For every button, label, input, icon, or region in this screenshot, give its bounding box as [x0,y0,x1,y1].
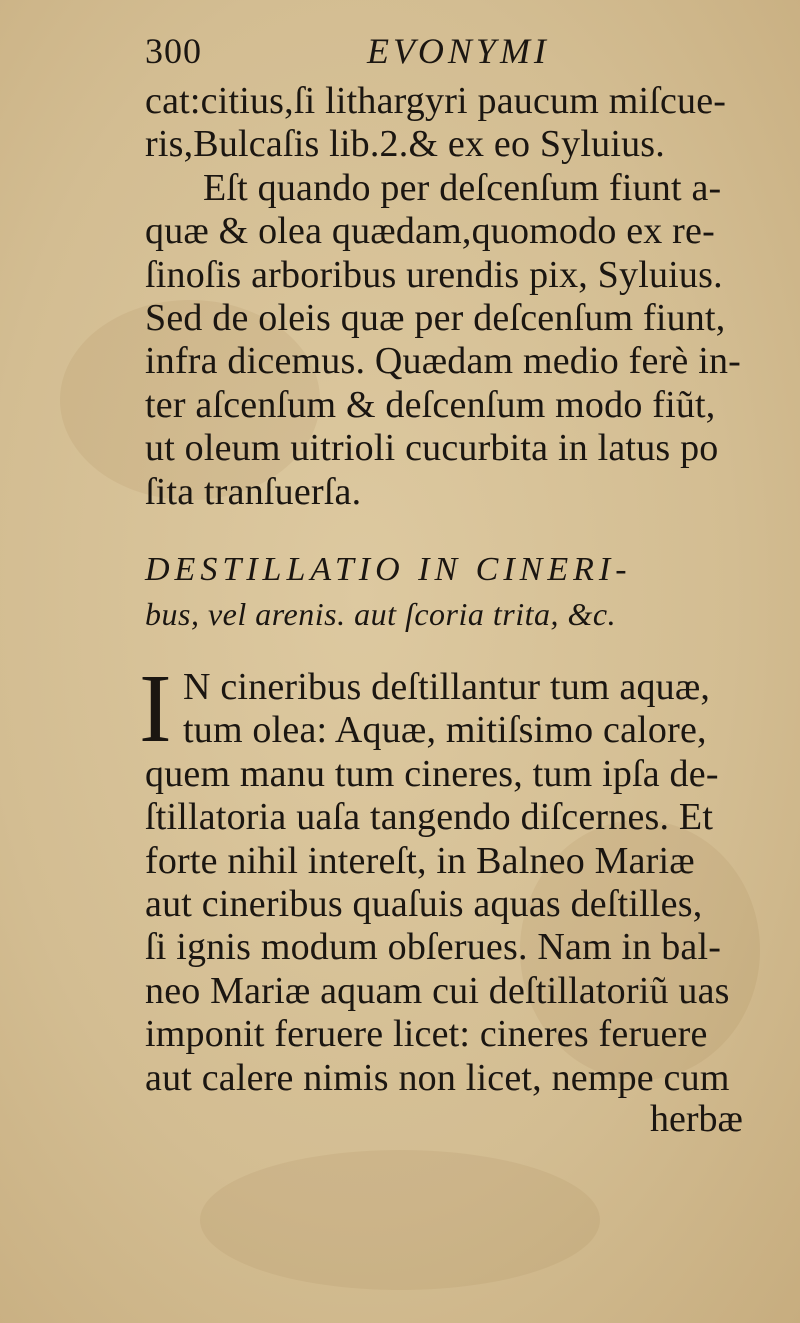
text-line: neo Mariæ aquam cui deſtillatoriũ uas [145,969,730,1012]
text-line: ſi ignis modum obſerues. Nam in bal- [145,926,722,969]
text-line: ſita tranſuerſa. [145,470,362,513]
running-head [145,22,615,72]
paper-stain [200,1150,600,1290]
text-line: N cineribus deſtillantur tum aquæ, [183,666,711,708]
text-line: ſinoſis arboribus urendis pix, Syluius. [145,253,723,296]
paragraph-continued [145,80,775,514]
text-line: Sed de oleis quæ per deſcenſum fiunt, [145,297,726,340]
section-heading [145,548,745,636]
text-line: quem manu tum cineres, tum ipſa de- [145,752,719,795]
catchword: herbæ [650,1098,743,1140]
text-line: ut oleum uitrioli cucurbita in latus po [145,427,719,470]
text-line: Eſt quando per deſcenſum fiunt a- [203,166,722,209]
text-line: aut calere nimis non licet, nempe cum [145,1056,730,1099]
text-line: quæ & olea quædam,quomodo ex re- [145,210,715,253]
paragraph-destillatio [139,655,775,1100]
text-line: cat:citius,ſi lithargyri paucum miſcue- [145,80,727,122]
text-line: ter aſcenſum & deſcenſum modo fiũt, [145,383,716,426]
drop-cap: I [139,655,172,763]
section-heading-line-1: DESTILLATIO IN CINERI- [145,551,632,588]
text-line: ris,Bulcaſis lib.2.& ex eo Syluius. [145,123,665,166]
section-heading-line-2: bus, vel arenis. aut ſcoria trita, &c. [145,596,617,632]
running-title: EVONYMI [367,31,550,71]
text-line: infra dicemus. Quædam medio ferè in- [145,340,742,383]
text-line: aut cineribus quaſuis aquas deſtilles, [145,883,703,926]
text-line: imponit feruere licet: cineres feruere [145,1013,708,1056]
page-number: 300 [145,31,202,71]
text-line: forte nihil intereſt, in Balneo Mariæ [145,839,695,882]
text-line: ſtillatoria uaſa tangendo diſcernes. Et [145,796,714,839]
text-line: tum olea: Aquæ, mitiſsimo calore, [183,709,707,752]
